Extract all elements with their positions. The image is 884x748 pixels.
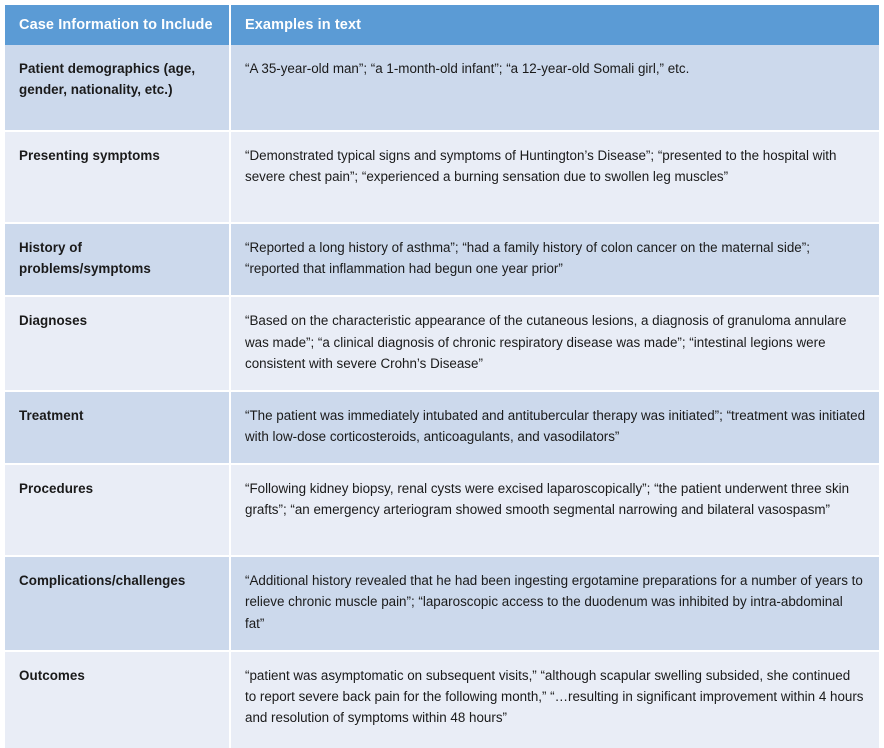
case-information-table-container bbox=[5, 5, 879, 748]
table-row bbox=[5, 391, 879, 464]
table-header bbox=[5, 5, 879, 45]
row-example-diagnoses: “Based on the characteristic appearance of the cutaneous lesions, a diagnosis of granuloma annulare was made”; “a clinical diagnosis of chronic respiratory disease was made”; “intestinal legions were consistent with severe Crohn’s Disease” bbox=[230, 296, 879, 391]
row-label-diagnoses: Diagnoses bbox=[5, 296, 230, 391]
row-label-presenting-symptoms: Presenting symptoms bbox=[5, 131, 230, 223]
table-row bbox=[5, 223, 879, 296]
table-row bbox=[5, 45, 879, 131]
row-example-patient-demographics: “A 35-year-old man”; “a 1-month-old infant”; “a 12-year-old Somali girl,” etc. bbox=[230, 45, 879, 131]
row-label-history-of-problems-symptoms: History of problems/symptoms bbox=[5, 223, 230, 296]
table-row bbox=[5, 296, 879, 391]
row-label-complications-challenges: Complications/challenges bbox=[5, 556, 230, 651]
row-example-treatment: “The patient was immediately intubated and antitubercular therapy was initiated”; “treatment was initiated with low-dose corticosteroids, anticoagulants, and vasodilators” bbox=[230, 391, 879, 464]
column-header-case-information: Case Information to Include bbox=[5, 5, 230, 45]
row-example-history-of-problems-symptoms: “Reported a long history of asthma”; “had a family history of colon cancer on the maternal side”; “reported that inflammation had begun one year prior” bbox=[230, 223, 879, 296]
table-row bbox=[5, 131, 879, 223]
table-row bbox=[5, 651, 879, 748]
row-example-complications-challenges: “Additional history revealed that he had been ingesting ergotamine preparations for a number of years to relieve chronic muscle pain”; “laparoscopic access to the duodenum was inhibited by intra-abdominal fat” bbox=[230, 556, 879, 651]
table-row bbox=[5, 556, 879, 651]
row-label-treatment: Treatment bbox=[5, 391, 230, 464]
row-label-patient-demographics: Patient demographics (age, gender, nationality, etc.) bbox=[5, 45, 230, 131]
row-example-presenting-symptoms: “Demonstrated typical signs and symptoms of Huntington’s Disease”; “presented to the hospital with severe chest pain”; “experienced a burning sensation due to swollen leg muscles” bbox=[230, 131, 879, 223]
case-information-table bbox=[5, 5, 879, 748]
column-header-examples: Examples in text bbox=[230, 5, 879, 45]
table-header-row bbox=[5, 5, 879, 45]
row-label-outcomes: Outcomes bbox=[5, 651, 230, 748]
row-example-procedures: “Following kidney biopsy, renal cysts were excised laparoscopically”; “the patient underwent three skin grafts”; “an emergency arteriogram showed smooth segmental narrowing and bilateral vasospasm” bbox=[230, 464, 879, 556]
row-example-outcomes: “patient was asymptomatic on subsequent visits,” “although scapular swelling subsided, she continued to report severe back pain for the following month,” “…resulting in significant improvement within 4 hours and resolution of symptoms within 48 hours” bbox=[230, 651, 879, 748]
table-row bbox=[5, 464, 879, 556]
table-body bbox=[5, 45, 879, 748]
row-label-procedures: Procedures bbox=[5, 464, 230, 556]
